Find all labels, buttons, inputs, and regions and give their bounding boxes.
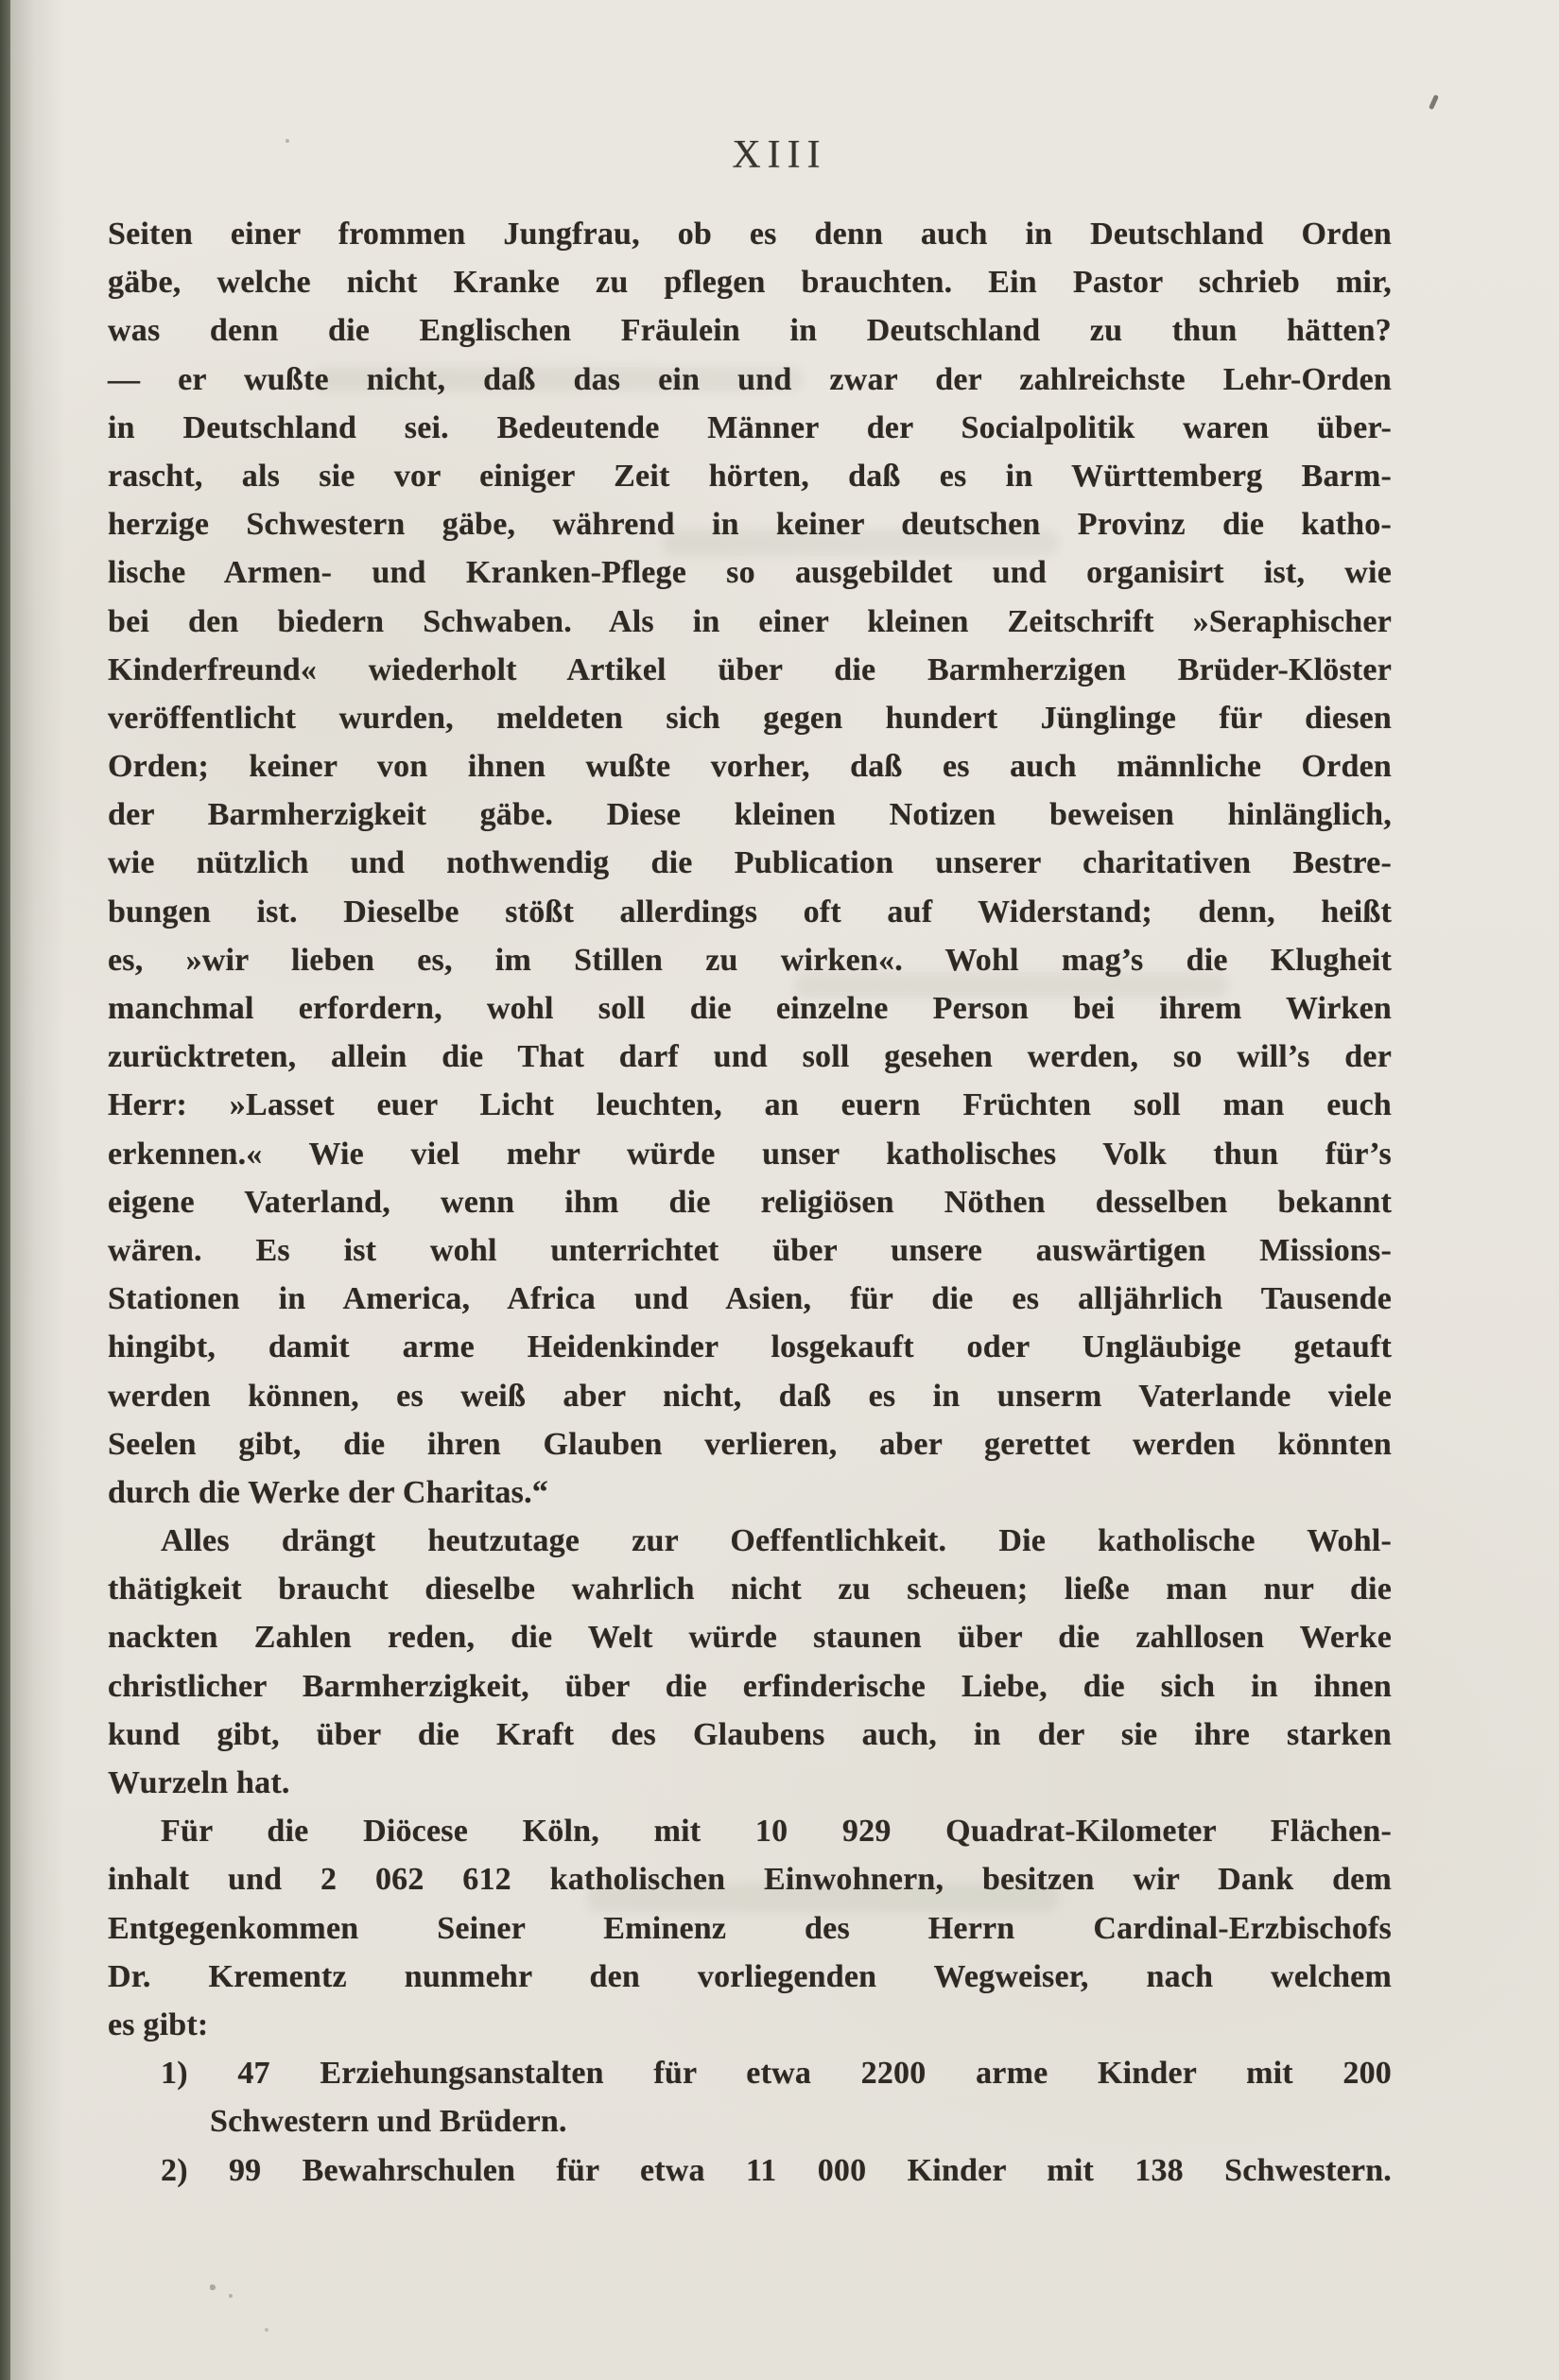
text-line: wären. Es ist wohl unterrichtet über unsere auswärtigen Missions- (108, 1232, 1392, 1268)
text-line: 2) 99 Bewahrschulen für etwa 11 000 Kinder mit 138 Schwestern. (161, 2152, 1392, 2188)
text-line: Seiten einer frommen Jungfrau, ob es denn auch in Deutschland Orden (108, 217, 1392, 252)
text-line: Kinderfreund« wiederholt Artikel über die Barmherzigen Brüder-Klöster (108, 651, 1392, 687)
text-line: wie nützlich und nothwendig die Publication unserer charitativen Bestre- (108, 845, 1392, 881)
text-line: nackten Zahlen reden, die Welt würde staunen über die zahllosen Werke (108, 1620, 1392, 1656)
scan-edge-shadow (10, 0, 65, 2380)
text-line: christlicher Barmherzigkeit, über die erfinderische Liebe, die sich in ihnen (108, 1668, 1392, 1704)
text-line: kund gibt, über die Kraft des Glaubens auch, in der sie ihre starken (108, 1716, 1392, 1752)
text-line: Dr. Krementz nunmehr den vorliegenden Wegweiser, nach welchem (108, 1958, 1392, 1994)
text-line: werden können, es weiß aber nicht, daß es in unserm Vaterlande viele (108, 1378, 1392, 1414)
text-line: eigene Vaterland, wenn ihm die religiösen Nöthen desselben bekannt (108, 1184, 1392, 1220)
text-line: erkennen.« Wie viel mehr würde unser katholisches Volk thun für’s (108, 1136, 1392, 1172)
text-line: gäbe, welche nicht Kranke zu pflegen brauchten. Ein Pastor schrieb mir, (108, 265, 1392, 301)
scan-speck (265, 2328, 268, 2332)
text-block (108, 210, 1392, 2195)
page-number-heading: XIII (732, 133, 827, 177)
text-line: 1) 47 Erziehungsanstalten für etwa 2200 arme Kinder mit 200 (161, 2056, 1392, 2092)
text-line: Stationen in America, Africa und Asien, für die es alljährlich Tausende (108, 1281, 1392, 1317)
text-line: Alles drängt heutzutage zur Oeffentlichkeit. Die katholische Wohl- (161, 1523, 1392, 1559)
text-line: der Barmherzigkeit gäbe. Diese kleinen Notizen beweisen hinlänglich, (108, 797, 1392, 833)
text-line: Schwestern und Brüdern. (210, 2104, 567, 2140)
text-line: Entgegenkommen Seiner Eminenz des Herrn Cardinal-Erzbischofs (108, 1910, 1392, 1946)
text-line: Herr: »Lasset euer Licht leuchten, an euern Früchten soll man euch (108, 1087, 1392, 1123)
scan-speck (1429, 95, 1439, 111)
text-line: Wurzeln hat. (108, 1765, 290, 1800)
scan-edge-band (0, 0, 10, 2380)
text-line: zurücktreten, allein die That darf und soll gesehen werden, so will’s der (108, 1039, 1392, 1075)
text-line: — er wußte nicht, daß das ein und zwar der zahlreichste Lehr-Orden (108, 361, 1392, 397)
scan-speck (210, 2284, 216, 2290)
text-line: Für die Diöcese Köln, mit 10 929 Quadrat-Kilometer Flächen- (161, 1814, 1392, 1850)
text-line: Orden; keiner von ihnen wußte vorher, daß es auch männliche Orden (108, 749, 1392, 785)
text-line: inhalt und 2 062 612 katholischen Einwohnern, besitzen wir Dank dem (108, 1862, 1392, 1898)
text-line: es, »wir lieben es, im Stillen zu wirken«. Wohl mag’s die Klugheit (108, 942, 1392, 978)
text-line: bei den biedern Schwaben. Als in einer kleinen Zeitschrift »Seraphischer (108, 603, 1392, 639)
text-line: Seelen gibt, die ihren Glauben verlieren, aber gerettet werden könnten (108, 1426, 1392, 1462)
text-line: hingibt, damit arme Heidenkinder losgekauft oder Ungläubige getauft (108, 1329, 1392, 1365)
text-line: rascht, als sie vor einiger Zeit hörten, daß es in Württemberg Barm- (108, 458, 1392, 494)
scan-speck (229, 2294, 233, 2298)
text-line: thätigkeit braucht dieselbe wahrlich nicht zu scheuen; ließe man nur die (108, 1572, 1392, 1607)
text-line: lische Armen- und Kranken-Pflege so ausgebildet und organisirt ist, wie (108, 555, 1392, 591)
text-line: in Deutschland sei. Bedeutende Männer der Socialpolitik waren über- (108, 409, 1392, 445)
text-line: durch die Werke der Charitas.“ (108, 1474, 548, 1510)
text-line: es gibt: (108, 2006, 209, 2042)
text-line: manchmal erfordern, wohl soll die einzelne Person bei ihrem Wirken (108, 991, 1392, 1026)
text-line: veröffentlicht wurden, meldeten sich gegen hundert Jünglinge für diesen (108, 700, 1392, 736)
text-line: bungen ist. Dieselbe stößt allerdings oft auf Widerstand; denn, heißt (108, 894, 1392, 929)
text-line: was denn die Englischen Fräulein in Deutschland zu thun hätten? (108, 313, 1392, 349)
text-line: herzige Schwestern gäbe, während in keiner deutschen Provinz die katho- (108, 507, 1392, 543)
